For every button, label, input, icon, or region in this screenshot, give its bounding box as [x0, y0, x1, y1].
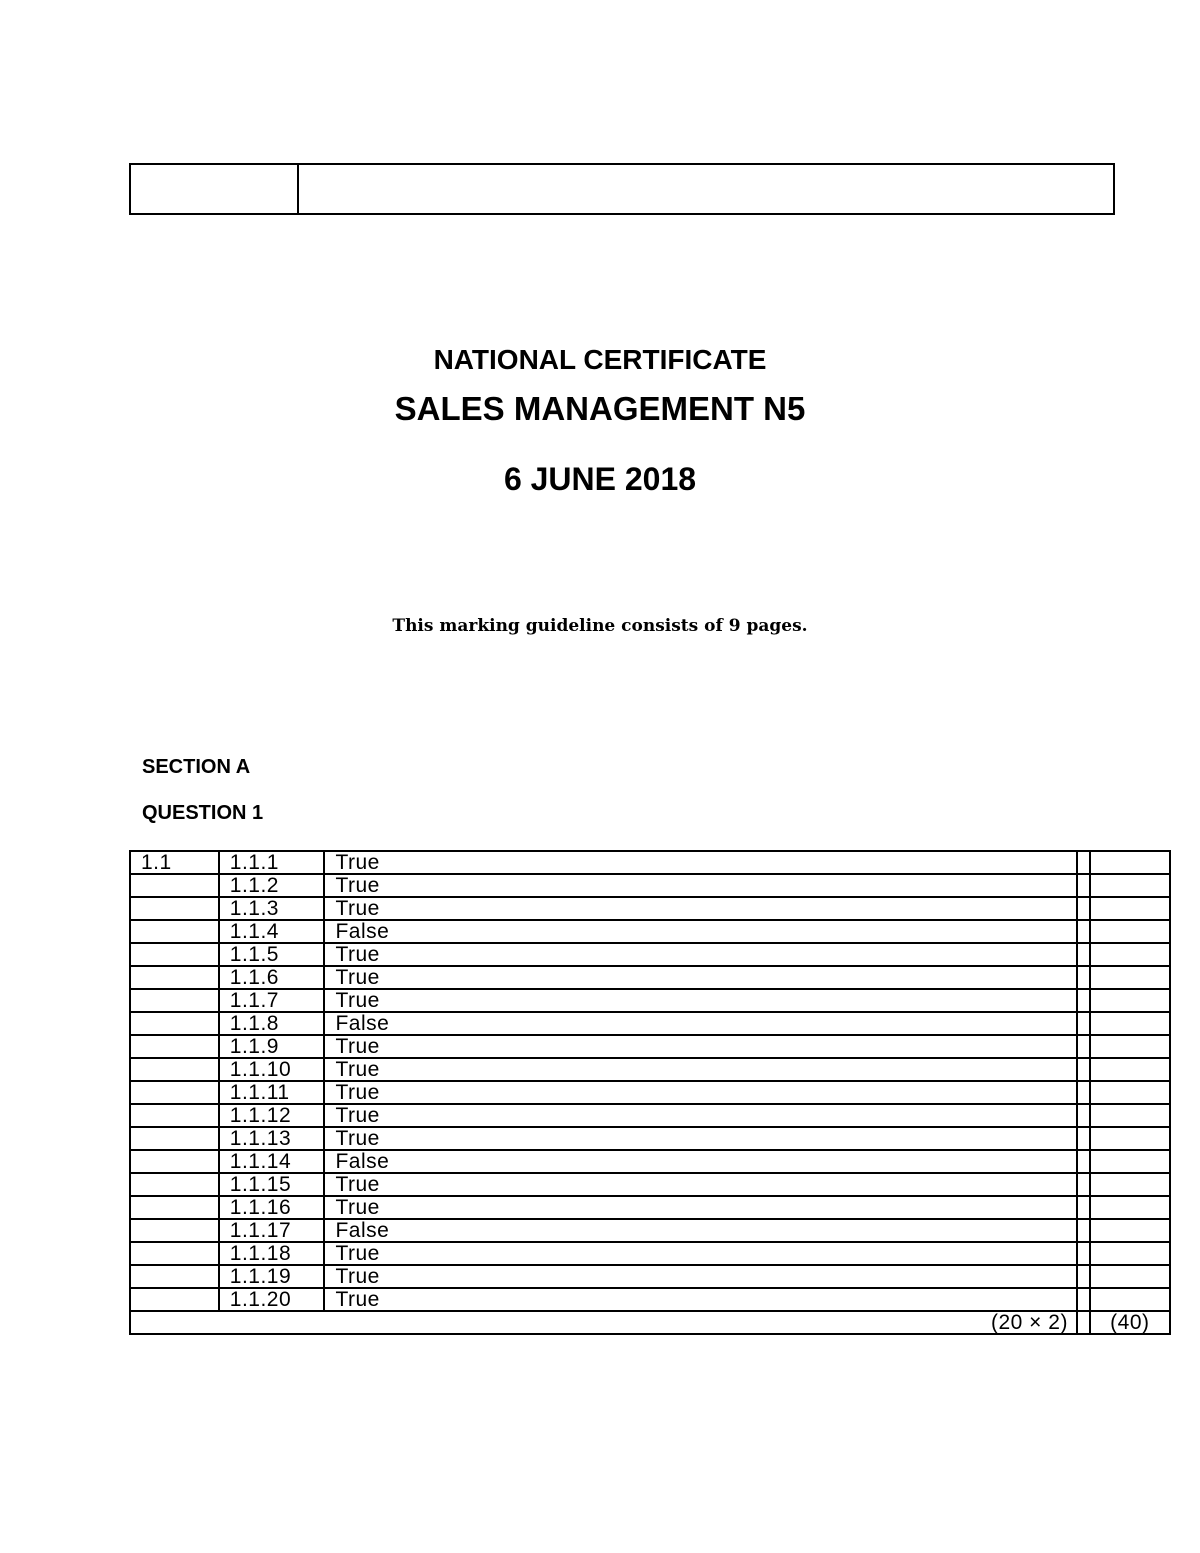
- total-calc-cell: (20 × 2): [130, 1311, 1077, 1334]
- answer-cell: False: [324, 1012, 1077, 1035]
- header-right-cell: [299, 165, 1113, 213]
- total-row: [130, 1311, 1170, 1334]
- tick-cell: [1077, 1104, 1090, 1127]
- mark-cell: [1090, 1127, 1170, 1150]
- tick-cell: [1077, 874, 1090, 897]
- answer-cell: True: [324, 943, 1077, 966]
- item-number-cell: 1.1.6: [219, 966, 325, 989]
- mark-cell: [1090, 1219, 1170, 1242]
- tick-cell: [1077, 1173, 1090, 1196]
- answer-cell: False: [324, 1219, 1077, 1242]
- tick-cell: [1077, 943, 1090, 966]
- answer-cell: True: [324, 1104, 1077, 1127]
- question-number-cell: [130, 1196, 219, 1219]
- tick-cell: [1077, 966, 1090, 989]
- question-number-cell: [130, 920, 219, 943]
- answer-cell: True: [324, 1035, 1077, 1058]
- question-number-cell: [130, 1012, 219, 1035]
- table-row: [130, 1127, 1170, 1150]
- tick-cell: [1077, 1265, 1090, 1288]
- tick-cell: [1077, 989, 1090, 1012]
- tick-cell: [1077, 1219, 1090, 1242]
- table-row: [130, 1173, 1170, 1196]
- tick-cell: [1077, 1150, 1090, 1173]
- mark-cell: [1090, 1265, 1170, 1288]
- question-number-cell: [130, 989, 219, 1012]
- total-marks-cell: (40): [1090, 1311, 1170, 1334]
- table-row: [130, 966, 1170, 989]
- table-row: [130, 989, 1170, 1012]
- mark-cell: [1090, 989, 1170, 1012]
- mark-cell: [1090, 943, 1170, 966]
- table-row: [130, 1035, 1170, 1058]
- item-number-cell: 1.1.19: [219, 1265, 325, 1288]
- table-row: [130, 1012, 1170, 1035]
- question-number-cell: [130, 1288, 219, 1311]
- tick-cell: [1077, 1058, 1090, 1081]
- question-number-cell: [130, 897, 219, 920]
- tick-cell: [1077, 1035, 1090, 1058]
- answer-cell: True: [324, 1127, 1077, 1150]
- question-number-cell: [130, 1242, 219, 1265]
- table-row: [130, 920, 1170, 943]
- table-row: [130, 851, 1170, 874]
- tick-cell: [1077, 1311, 1090, 1334]
- tick-cell: [1077, 1196, 1090, 1219]
- table-row: [130, 1058, 1170, 1081]
- exam-date: 6 JUNE 2018: [503, 461, 697, 497]
- item-number-cell: 1.1.20: [219, 1288, 325, 1311]
- tick-cell: [1077, 1081, 1090, 1104]
- answer-cell: True: [324, 989, 1077, 1012]
- question-number-cell: [130, 1058, 219, 1081]
- table-row: [130, 943, 1170, 966]
- item-number-cell: 1.1.15: [219, 1173, 325, 1196]
- item-number-cell: 1.1.17: [219, 1219, 325, 1242]
- item-number-cell: 1.1.13: [219, 1127, 325, 1150]
- answer-cell: True: [324, 1288, 1077, 1311]
- item-number-cell: 1.1.8: [219, 1012, 325, 1035]
- mark-cell: [1090, 966, 1170, 989]
- mark-cell: [1090, 851, 1170, 874]
- table-row: [130, 1288, 1170, 1311]
- item-number-cell: 1.1.3: [219, 897, 325, 920]
- mark-cell: [1090, 897, 1170, 920]
- mark-cell: [1090, 1035, 1170, 1058]
- item-number-cell: 1.1.10: [219, 1058, 325, 1081]
- answer-cell: True: [324, 1173, 1077, 1196]
- question-number-cell: [130, 943, 219, 966]
- tick-cell: [1077, 1288, 1090, 1311]
- header-box: [129, 163, 1115, 215]
- answer-cell: True: [324, 1081, 1077, 1104]
- item-number-cell: 1.1.2: [219, 874, 325, 897]
- item-number-cell: 1.1.16: [219, 1196, 325, 1219]
- question-number-cell: [130, 1150, 219, 1173]
- item-number-cell: 1.1.14: [219, 1150, 325, 1173]
- mark-cell: [1090, 1104, 1170, 1127]
- table-row: [130, 1104, 1170, 1127]
- answer-cell: True: [324, 1265, 1077, 1288]
- item-number-cell: 1.1.5: [219, 943, 325, 966]
- question-number-cell: [130, 874, 219, 897]
- table-row: [130, 874, 1170, 897]
- answer-cell: True: [324, 1058, 1077, 1081]
- question-number-cell: [130, 1265, 219, 1288]
- tick-cell: [1077, 897, 1090, 920]
- table-row: [130, 1219, 1170, 1242]
- page-count-note: This marking guideline consists of 9 pages.: [392, 616, 808, 636]
- answer-cell: True: [324, 1196, 1077, 1219]
- table-row: [130, 897, 1170, 920]
- item-number-cell: 1.1.12: [219, 1104, 325, 1127]
- item-number-cell: 1.1.1: [219, 851, 325, 874]
- table-row: [130, 1242, 1170, 1265]
- answer-cell: True: [324, 1242, 1077, 1265]
- tick-cell: [1077, 1127, 1090, 1150]
- mark-cell: [1090, 874, 1170, 897]
- answer-cell: True: [324, 897, 1077, 920]
- answer-cell: True: [324, 851, 1077, 874]
- subject-title: SALES MANAGEMENT N5: [394, 390, 806, 427]
- answer-cell: False: [324, 1150, 1077, 1173]
- answer-cell: True: [324, 874, 1077, 897]
- question-number-cell: 1.1: [130, 851, 219, 874]
- question-number-cell: [130, 1104, 219, 1127]
- answer-cell: False: [324, 920, 1077, 943]
- item-number-cell: 1.1.9: [219, 1035, 325, 1058]
- tick-cell: [1077, 920, 1090, 943]
- tick-cell: [1077, 1242, 1090, 1265]
- question-number-cell: [130, 1127, 219, 1150]
- mark-cell: [1090, 1173, 1170, 1196]
- item-number-cell: 1.1.11: [219, 1081, 325, 1104]
- mark-cell: [1090, 1081, 1170, 1104]
- question-number-cell: [130, 1173, 219, 1196]
- certificate-title: NATIONAL CERTIFICATE: [433, 344, 767, 375]
- answer-cell: True: [324, 966, 1077, 989]
- answers-table: [129, 850, 1171, 1335]
- item-number-cell: 1.1.7: [219, 989, 325, 1012]
- mark-cell: [1090, 1242, 1170, 1265]
- question-label: QUESTION 1: [142, 802, 264, 824]
- question-number-cell: [130, 1219, 219, 1242]
- table-row: [130, 1265, 1170, 1288]
- tick-cell: [1077, 851, 1090, 874]
- mark-cell: [1090, 1196, 1170, 1219]
- item-number-cell: 1.1.18: [219, 1242, 325, 1265]
- mark-cell: [1090, 1058, 1170, 1081]
- section-label: SECTION A: [142, 756, 251, 778]
- table-row: [130, 1150, 1170, 1173]
- question-number-cell: [130, 1081, 219, 1104]
- table-row: [130, 1196, 1170, 1219]
- item-number-cell: 1.1.4: [219, 920, 325, 943]
- question-number-cell: [130, 966, 219, 989]
- question-number-cell: [130, 1035, 219, 1058]
- mark-cell: [1090, 920, 1170, 943]
- tick-cell: [1077, 1012, 1090, 1035]
- header-left-cell: [131, 165, 299, 213]
- mark-cell: [1090, 1288, 1170, 1311]
- mark-cell: [1090, 1012, 1170, 1035]
- table-row: [130, 1081, 1170, 1104]
- mark-cell: [1090, 1150, 1170, 1173]
